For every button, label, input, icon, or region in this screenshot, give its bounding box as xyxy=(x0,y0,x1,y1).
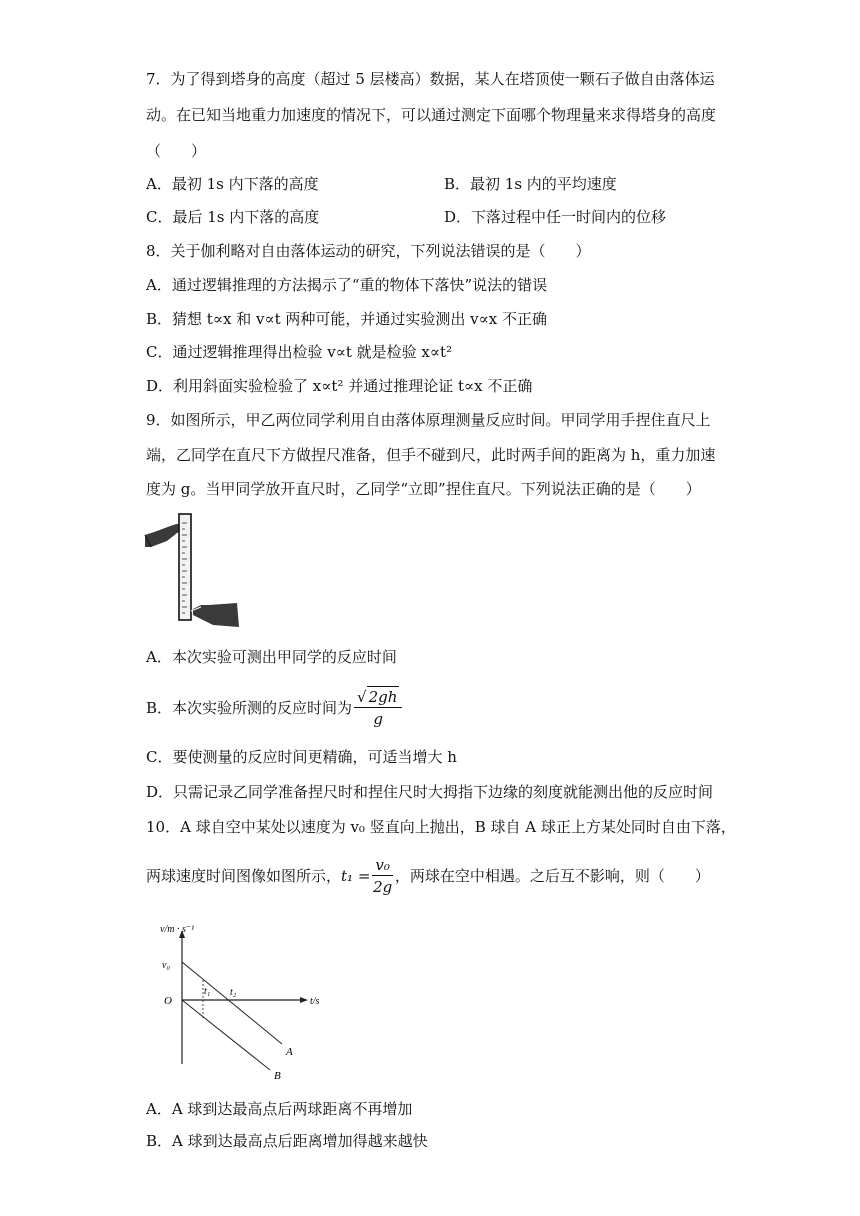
q10-option-b: B．A 球到达最高点后距离增加得越来越快 xyxy=(146,1132,428,1150)
q10-stem-line2-prefix: 两球速度时间图像如图所示， xyxy=(146,867,342,885)
q8-option-a: A．通过逻辑推理的方法揭示了“重的物体下落快”说法的错误 xyxy=(146,276,548,294)
q9-option-b-text: B．本次实验所测的反应时间为 xyxy=(146,699,353,717)
q8-option-d: D．利用斜面实验检验了 x∝t² 并通过推理论证 t∝x 不正确 xyxy=(146,377,533,395)
q9-option-b xyxy=(146,683,404,732)
t2-label: t₂ xyxy=(230,987,237,998)
q7-option-b: B．最初 1s 内的平均速度 xyxy=(444,175,617,193)
ruler xyxy=(179,514,191,620)
v0-label: v₀ xyxy=(162,960,170,971)
q7-answer-paren: （ ） xyxy=(146,142,207,160)
line-a xyxy=(182,962,282,1044)
q9-option-c: C．要使测量的反应时间更精确，可适当增大 h xyxy=(146,748,457,766)
q7-stem-line1: 7．为了得到塔身的高度（超过 5 层楼高）数据，某人在塔顶使一颗石子做自由落体运 xyxy=(146,70,715,88)
q10-frac-num: v₀ xyxy=(372,855,393,876)
t1-label: t₁ xyxy=(204,986,211,997)
lower-hand-icon xyxy=(193,603,239,627)
q9-stem-line2: 端，乙同学在直尺下方做捏尺准备，但手不碰到尺，此时两手间的距离为 h，重力加速 xyxy=(146,446,716,464)
q9-option-b-formula: $\frac{√ 2gh}{g}$ xyxy=(354,686,402,730)
ruler-hands-illustration xyxy=(143,511,243,631)
q9-formula-denominator: g xyxy=(373,710,384,728)
q7-stem-line2: 动。在已知当地重力加速度的情况下，可以通过测定下面哪个物理量来求得塔身的高度 xyxy=(146,106,717,124)
origin-label: O xyxy=(164,995,172,1007)
q9-option-a: A．本次实验可测出甲同学的反应时间 xyxy=(146,648,397,666)
q10-stem-line1: 10．A 球自空中某处以速度为 v₀ 竖直向上抛出，B 球自 A 球正上方某处同时自由下落， xyxy=(146,818,736,836)
q9-formula-radicand: 2gh xyxy=(368,688,398,706)
q8-option-b: B．猜想 t∝x 和 v∝t 两种可能，并通过实验测出 v∝x 不正确 xyxy=(146,310,548,328)
q7-option-a: A．最初 1s 内下落的高度 xyxy=(146,175,319,193)
line-a-label: A xyxy=(286,1046,293,1058)
y-axis-label: v/m · s⁻¹ xyxy=(160,924,195,935)
q7-option-d: D．下落过程中任一时间内的位移 xyxy=(444,208,667,226)
q10-frac-den: 2g xyxy=(373,877,393,896)
line-b xyxy=(182,1000,270,1070)
q10-option-a: A．A 球到达最高点后两球距离不再增加 xyxy=(146,1100,413,1118)
q10-stem-line2-suffix: ，两球在空中相遇。之后互不影响，则（ ） xyxy=(394,867,710,885)
x-axis-label: t/s xyxy=(310,996,320,1007)
q8-stem: 8．关于伽利略对自由落体运动的研究，下列说法错误的是（ ） xyxy=(146,242,591,260)
line-b-label: B xyxy=(274,1070,281,1082)
q9-option-d: D．只需记录乙同学准备捏尺时和捏住尺时大拇指下边缘的刻度就能测出他的反应时间 xyxy=(146,783,714,801)
q7-option-c: C．最后 1s 内下落的高度 xyxy=(146,208,320,226)
q9-stem-line3: 度为 g。当甲同学放开直尺时，乙同学“立即”捏住直尺。下列说法正确的是（ ） xyxy=(146,480,701,498)
q10-t1-label: t₁ = xyxy=(341,867,371,885)
q10-t1-fraction xyxy=(372,855,393,898)
q10-stem-line2 xyxy=(146,852,710,899)
q9-stem-line1: 9．如图所示，甲乙两位同学利用自由落体原理测量反应时间。甲同学用手捏住直尺上 xyxy=(146,411,711,429)
q8-option-c: C．通过逻辑推理得出检验 v∝t 就是检验 x∝t² xyxy=(146,343,453,361)
vt-graph xyxy=(152,914,342,1084)
